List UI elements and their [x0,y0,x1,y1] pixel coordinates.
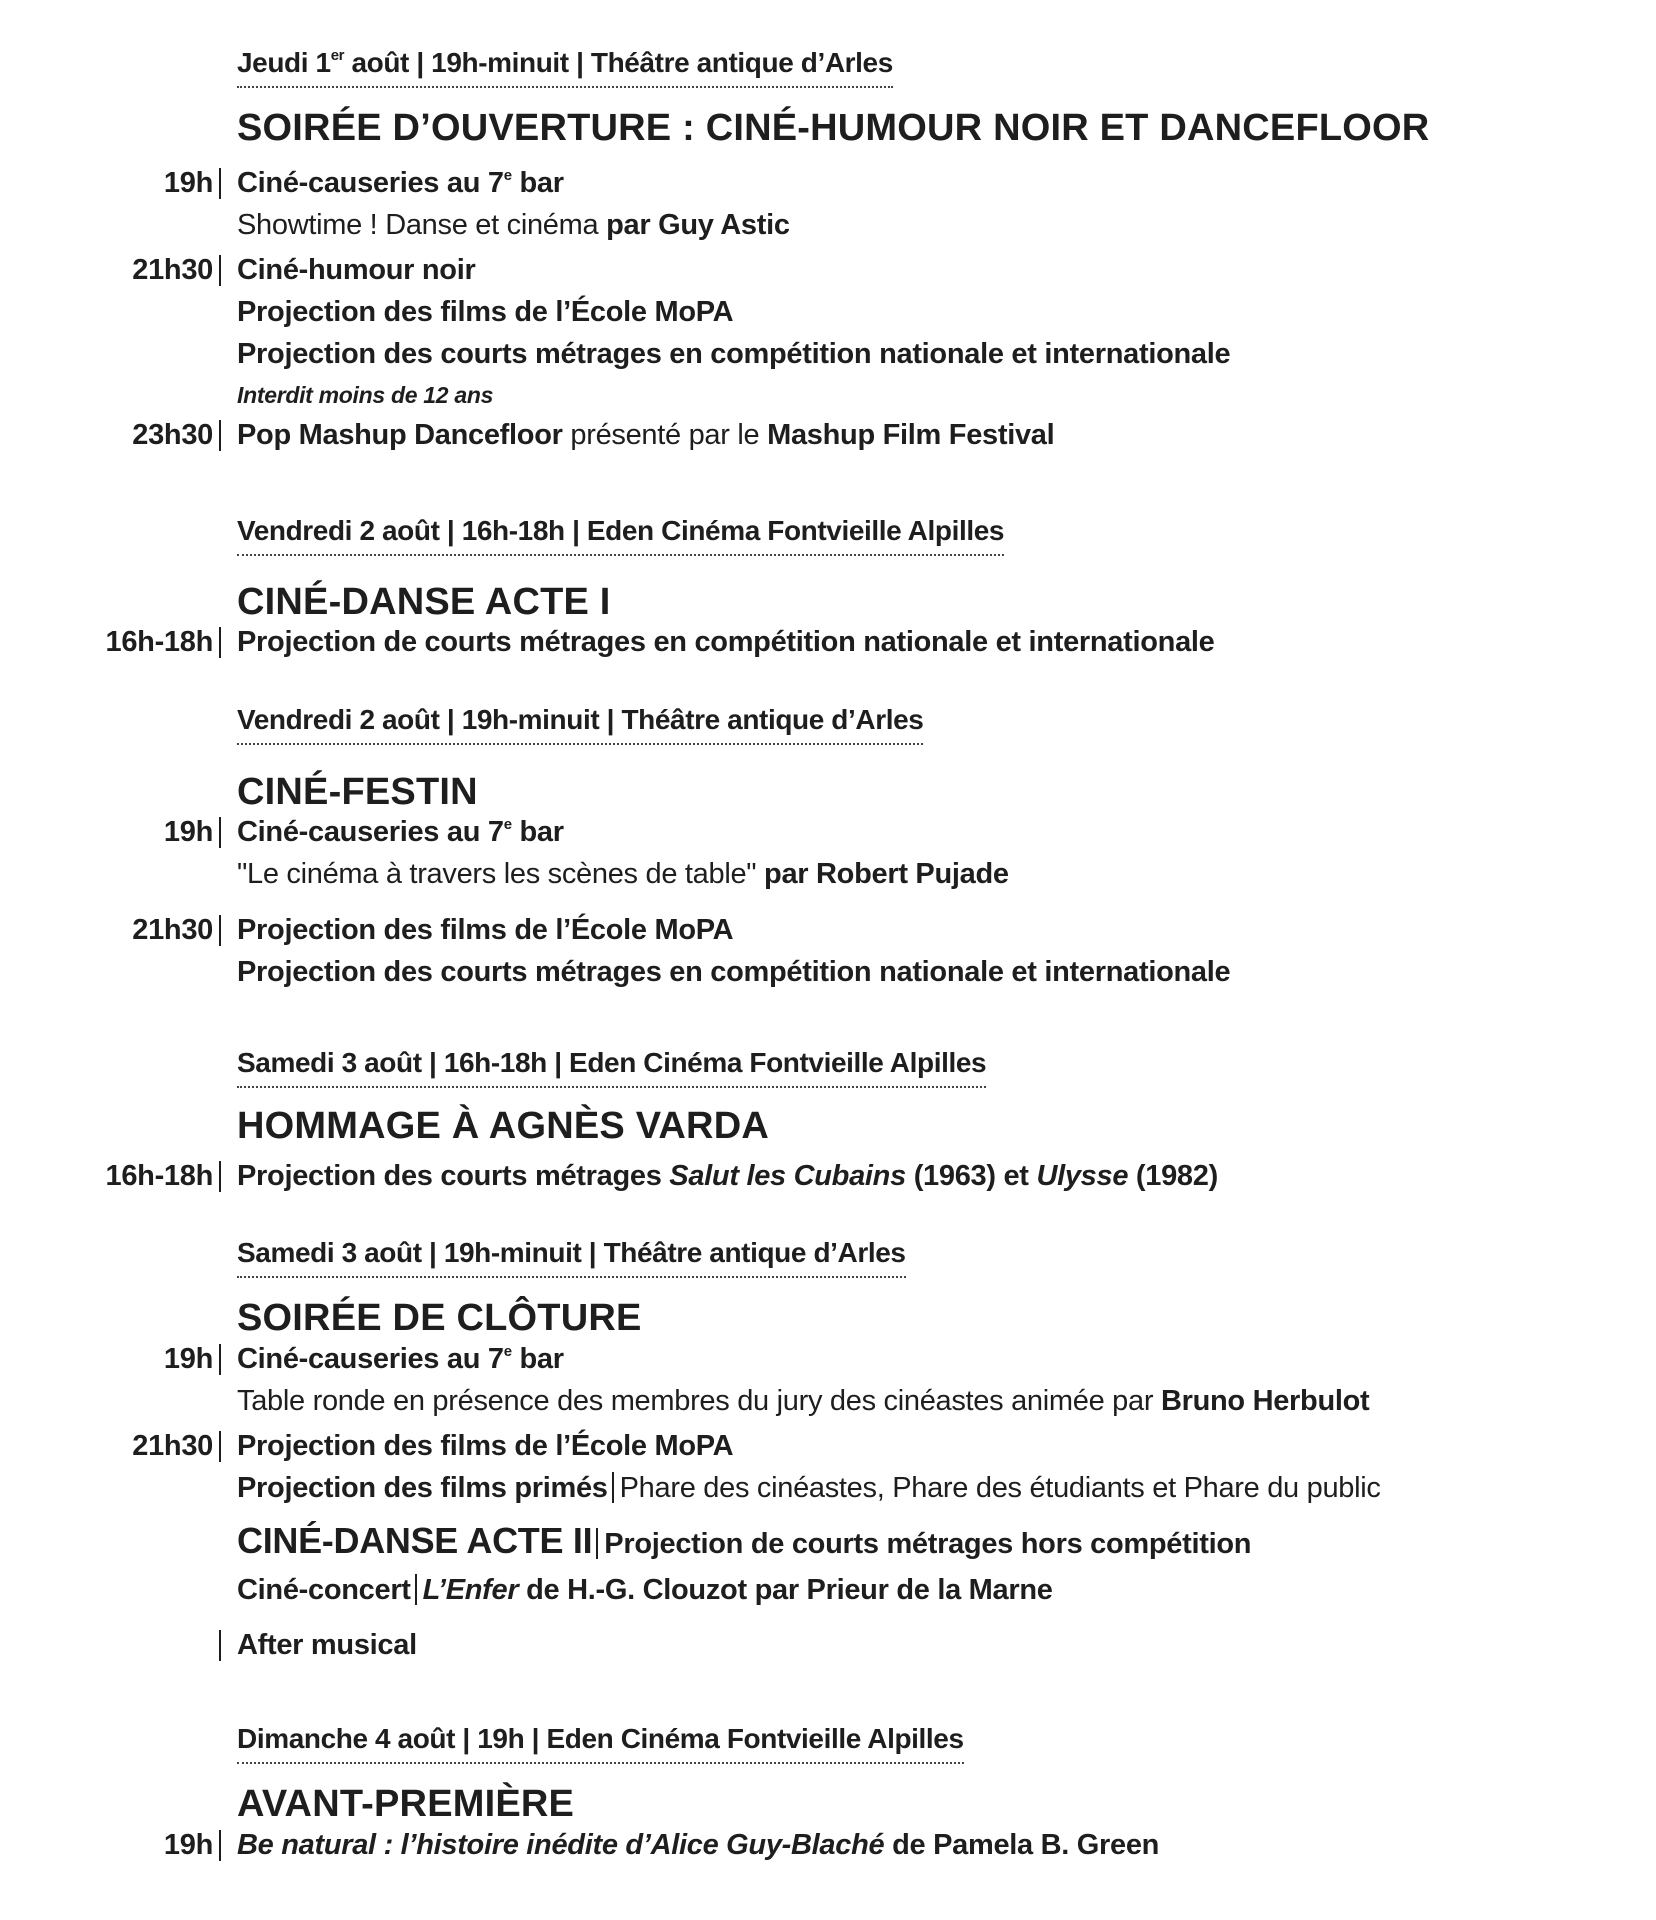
schedule-text [237,854,1009,894]
time-separator [219,1161,221,1192]
superscript: e [503,167,512,184]
text-segment: Projection des courts métrages en compétition nationale et internationale [237,956,1231,988]
header-day: Jeudi 1 [237,47,331,78]
schedule-text [237,1521,1251,1564]
header-rest: août | 19h-minuit | Théâtre antique d’Arles [344,47,893,78]
text-segment: Ciné-causeries au 7 [237,167,504,199]
text-segment: Projection des films primés [237,1472,608,1504]
event-date-venue-header [237,1236,906,1278]
text-segment: Projection des courts métrages en compétition nationale et internationale [237,338,1231,370]
inline-separator [415,1574,417,1605]
schedule-text [237,415,1054,455]
text-segment: Ulysse [1036,1160,1129,1192]
schedule-row [0,1825,1656,1865]
text-segment: L’Enfer [422,1574,519,1606]
schedule-time: 19h [163,816,213,848]
header-day: Vendredi 2 août | 16h-18h | Eden Cinéma Fontvieille Alpilles [237,515,1005,546]
event-date-venue-header [237,1046,986,1088]
schedule-row [0,163,1656,203]
schedule-time: 23h30 [132,419,213,451]
text-segment: Ciné-causeries au 7 [237,1343,504,1375]
schedule-row [0,1156,1656,1196]
schedule-row [0,1339,1656,1379]
text-segment: Be natural : l’histoire inédite d’Alice Guy-Blaché [237,1829,885,1861]
schedule-row [0,205,1656,245]
text-segment: Ciné-causeries au 7 [237,816,504,848]
time-separator [219,817,221,848]
schedule-row [0,374,1656,414]
text-segment: Projection de courts métrages hors compétition [604,1528,1252,1560]
schedule-row [0,910,1656,950]
text-segment: Pop Mashup Dancefloor [237,419,563,451]
time-separator [219,1630,221,1661]
event-date-venue-header [237,514,1004,556]
event-title: CINÉ-FESTIN [237,771,478,813]
text-segment: Projection des courts métrages [237,1160,670,1192]
text-segment: par Guy Astic [606,209,790,241]
schedule-row [0,415,1656,455]
schedule-text [237,292,733,332]
schedule-time: 21h30 [132,1430,213,1462]
schedule-text [237,952,1230,992]
text-segment: de Pamela B. Green [884,1829,1160,1861]
schedule-time: 19h [163,167,213,199]
schedule-text [237,1426,733,1466]
schedule-text [237,163,564,203]
time-separator [219,255,221,286]
event-date-venue-header [237,46,893,88]
schedule-row [0,292,1656,332]
header-day: Vendredi 2 août | 19h-minuit | Théâtre antique d’Arles [237,704,924,735]
header-day: Samedi 3 août | 16h-18h | Eden Cinéma Fontvieille Alpilles [237,1047,987,1078]
header-day: Dimanche 4 août | 19h | Eden Cinéma Fontvieille Alpilles [237,1723,964,1754]
text-segment: bar [511,816,564,848]
inline-separator [596,1528,598,1559]
text-segment: (1982) [1128,1160,1218,1192]
text-segment: de H.-G. Clouzot par Prieur de la Marne [518,1574,1053,1606]
time-separator [219,627,221,658]
schedule-time: 19h [163,1343,213,1375]
schedule-time: 16h-18h [105,626,213,658]
schedule-time: 21h30 [132,254,213,286]
text-segment: Bruno Herbulot [1160,1385,1370,1417]
schedule-row [0,622,1656,662]
text-segment: présenté par le [562,419,768,451]
text-segment: Projection des films de l’École MoPA [237,1430,734,1462]
text-segment: Table ronde en présence des membres du jury des cinéastes animée par [237,1385,1161,1417]
schedule-text [237,250,475,290]
schedule-text [237,622,1215,662]
text-segment: bar [511,167,564,199]
schedule-row [0,854,1656,894]
time-separator [219,1431,221,1462]
schedule-text [237,374,493,415]
event-title: AVANT-PREMIÈRE [237,1783,575,1825]
text-segment: (1963) et [905,1160,1037,1192]
text-segment: Ciné-concert [237,1574,411,1606]
superscript: e [503,816,512,833]
schedule-text [237,1156,1218,1196]
schedule-text [237,812,564,852]
time-separator [219,1830,221,1861]
text-segment: Interdit moins de 12 ans [237,382,494,408]
schedule-time: 16h-18h [105,1160,213,1192]
schedule-row [0,334,1656,374]
text-segment: bar [511,1343,564,1375]
event-date-venue-header [237,703,923,745]
event-title: SOIRÉE DE CLÔTURE [237,1297,642,1339]
schedule-row [0,1468,1656,1508]
text-segment: "Le cinéma à travers les scènes de table" [237,858,765,890]
event-title: HOMMAGE À AGNÈS VARDA [237,1105,769,1147]
header-superscript: er [330,47,345,64]
schedule-row [0,812,1656,852]
text-segment: Projection des films de l’École MoPA [237,296,734,328]
superscript: e [503,1343,512,1360]
schedule-time: 19h [163,1829,213,1861]
schedule-row [0,1625,1656,1665]
schedule-text [237,1468,1381,1508]
schedule-row [0,952,1656,992]
schedule-time: 21h30 [132,914,213,946]
event-date-venue-header [237,1722,964,1764]
time-separator [219,168,221,199]
schedule-text [237,205,790,245]
text-segment: Salut les Cubains [669,1160,906,1192]
schedule-row [0,1570,1656,1610]
text-segment: CINÉ-DANSE ACTE II [237,1520,593,1561]
schedule-text [237,1570,1053,1610]
schedule-row [0,250,1656,290]
schedule-text [237,1339,564,1379]
text-segment: Ciné-humour noir [237,254,476,286]
time-separator [219,1344,221,1375]
schedule-text [237,1825,1159,1865]
text-segment: par Robert Pujade [764,858,1009,890]
text-segment: After musical [237,1629,417,1661]
schedule-text [237,910,733,950]
schedule-text [237,1381,1369,1421]
text-segment: Phare des cinéastes, Phare des étudiants et Phare du public [619,1472,1381,1504]
schedule-text [237,334,1230,374]
time-separator [219,420,221,451]
schedule-row [0,1381,1656,1421]
schedule-row [0,1426,1656,1466]
time-separator [219,915,221,946]
inline-separator [612,1472,614,1503]
schedule-row [0,1521,1656,1561]
event-title: CINÉ-DANSE ACTE I [237,581,611,623]
event-title: SOIRÉE D’OUVERTURE : CINÉ-HUMOUR NOIR ET DANCEFLOOR [237,107,1430,149]
text-segment: Showtime ! Danse et cinéma [237,209,607,241]
text-segment: Projection de courts métrages en compétition nationale et internationale [237,626,1215,658]
schedule-text [237,1625,417,1665]
text-segment: Mashup Film Festival [767,419,1055,451]
header-day: Samedi 3 août | 19h-minuit | Théâtre antique d’Arles [237,1237,906,1268]
text-segment: Projection des films de l’École MoPA [237,914,734,946]
